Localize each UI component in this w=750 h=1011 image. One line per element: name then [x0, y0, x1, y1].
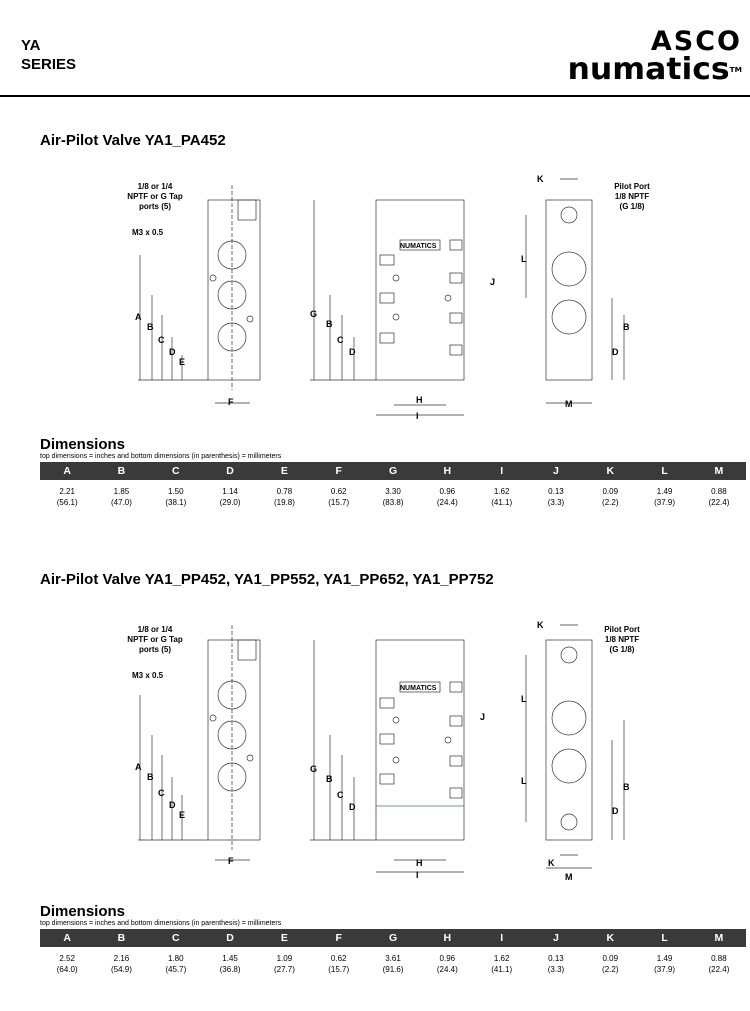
svg-text:K: K [548, 858, 555, 868]
cell: 0.13 (3.3) [547, 487, 565, 507]
col-j: J [553, 465, 559, 477]
svg-text:H: H [416, 395, 423, 405]
m3-label: M3 x 0.5 [132, 228, 164, 237]
series-line-2: SERIES [21, 56, 77, 73]
col-l: L [661, 932, 668, 944]
pilot-port-3: (G 1/8) [619, 202, 645, 211]
col-c: C [171, 465, 180, 477]
col-f: F [335, 465, 342, 477]
section1-title: Air-Pilot Valve YA1_PA452 [40, 132, 226, 149]
header-divider [0, 95, 750, 97]
asco-numatics-logo [567, 26, 742, 87]
brand-plate: NUMATICS [400, 685, 437, 692]
section2-title: Air-Pilot Valve YA1_PP452, YA1_PP552, YA1_PP652, YA1_PP752 [40, 571, 494, 588]
svg-text:D: D [169, 800, 176, 810]
svg-text:L: L [521, 254, 527, 264]
svg-text:C: C [337, 335, 344, 345]
section2-dims-heading: Dimensions [40, 903, 126, 920]
svg-text:K: K [537, 620, 544, 630]
svg-text:G: G [310, 309, 318, 319]
ports-note-3: ports (5) [139, 202, 171, 211]
svg-text:D: D [169, 347, 176, 357]
svg-text:B: B [623, 782, 630, 792]
pilot-port-1: Pilot Port [614, 182, 650, 191]
cell: 0.96 (24.4) [436, 954, 458, 974]
col-l: L [661, 465, 668, 477]
svg-text:I: I [416, 870, 419, 880]
svg-text:D: D [349, 347, 356, 357]
ports-note-3: ports (5) [139, 645, 171, 654]
svg-text:B: B [147, 772, 154, 782]
ports-note-2: NPTF or G Tap [127, 192, 183, 201]
cell: 0.09 (2.2) [602, 487, 619, 507]
col-m: M [714, 465, 724, 477]
section1-dims-note: top dimensions = inches and bottom dimensions (in parenthesis) = millimeters [40, 453, 282, 460]
logo-line-1: ASCO [650, 26, 742, 57]
cell: 1.62 (41.1) [491, 487, 513, 507]
svg-text:L: L [521, 694, 527, 704]
svg-text:M: M [565, 399, 573, 409]
cell: 0.88 (22.4) [708, 487, 730, 507]
section1-drawing [0, 165, 750, 425]
end-view-body [546, 200, 592, 380]
cell: 3.61 (91.6) [382, 954, 404, 974]
table-header [40, 929, 746, 947]
pilot-port-2: 1/8 NPTF [604, 635, 640, 644]
col-i: I [500, 465, 504, 477]
section1-dims-heading: Dimensions [40, 436, 126, 453]
col-i: I [500, 932, 504, 944]
svg-text:K: K [537, 174, 544, 184]
cell: 2.16 (54.9) [111, 954, 132, 974]
col-h: H [443, 465, 452, 477]
col-e: E [280, 465, 288, 477]
section1-dims-table [40, 462, 746, 508]
cell: 0.88 (22.4) [708, 954, 730, 974]
svg-text:D: D [612, 806, 619, 816]
svg-text:F: F [228, 856, 234, 866]
cell: 1.14 (29.0) [219, 487, 241, 507]
svg-text:B: B [326, 774, 333, 784]
svg-text:J: J [480, 712, 486, 722]
cell: 2.21 (56.1) [56, 487, 78, 507]
col-a: A [63, 932, 71, 944]
col-d: D [226, 465, 234, 477]
cell: 1.49 (37.9) [654, 487, 676, 507]
svg-text:M: M [565, 872, 573, 882]
cell: 1.85 (47.0) [111, 487, 132, 507]
svg-text:F: F [228, 397, 234, 407]
side-view-body [208, 200, 260, 380]
col-k: K [606, 465, 615, 477]
ports-note-1: 1/8 or 1/4 [137, 625, 173, 634]
svg-text:A: A [135, 762, 142, 772]
ports-note-2: NPTF or G Tap [127, 635, 183, 644]
section2-dims-table [40, 929, 746, 975]
cell: 1.50 (38.1) [165, 487, 187, 507]
svg-text:B: B [623, 322, 630, 332]
svg-text:C: C [337, 790, 344, 800]
front-view-body [376, 200, 464, 380]
svg-text:A: A [135, 312, 142, 322]
col-m: M [714, 932, 724, 944]
col-b: B [117, 932, 126, 944]
col-g: G [388, 465, 398, 477]
col-j: J [553, 932, 559, 944]
svg-text:D: D [349, 802, 356, 812]
logo-line-2 [564, 52, 743, 87]
end-view-body [546, 640, 592, 840]
table-row [40, 486, 746, 508]
series-line-1: YA [21, 37, 41, 54]
trademark-mark: TM [729, 66, 742, 74]
m3-label: M3 x 0.5 [132, 671, 164, 680]
pilot-port-3: (G 1/8) [609, 645, 635, 654]
cell: 1.09 (27.7) [273, 954, 295, 974]
cell: 1.45 (36.8) [219, 954, 241, 974]
svg-text:E: E [179, 810, 186, 820]
cell: 1.49 (37.9) [654, 954, 676, 974]
svg-text:D: D [612, 347, 619, 357]
svg-text:C: C [158, 335, 165, 345]
svg-text:E: E [179, 357, 186, 367]
col-f: F [335, 932, 342, 944]
cell: 0.09 (2.2) [602, 954, 619, 974]
cell: 3.30 (83.8) [382, 487, 404, 507]
cell: 0.96 (24.4) [436, 487, 458, 507]
svg-text:L: L [521, 776, 527, 786]
section2-dims-note: top dimensions = inches and bottom dimensions (in parenthesis) = millimeters [40, 920, 282, 927]
table-row [40, 953, 746, 975]
col-c: C [171, 932, 180, 944]
cell: 1.62 (41.1) [491, 954, 513, 974]
brand-plate: NUMATICS [400, 243, 437, 250]
col-b: B [117, 465, 126, 477]
section2-drawing [0, 610, 750, 890]
side-view-body [208, 640, 260, 840]
cell: 0.13 (3.3) [547, 954, 565, 974]
series-label [21, 36, 76, 74]
cell: 1.80 (45.7) [165, 954, 187, 974]
cell: 0.62 (15.7) [328, 954, 350, 974]
svg-text:H: H [416, 858, 423, 868]
col-a: A [63, 465, 71, 477]
svg-text:B: B [326, 319, 333, 329]
col-k: K [606, 932, 615, 944]
svg-text:I: I [416, 411, 419, 421]
col-g: G [388, 932, 398, 944]
pilot-port-2: 1/8 NPTF [614, 192, 650, 201]
ports-note-1: 1/8 or 1/4 [137, 182, 173, 191]
cell: 0.62 (15.7) [328, 487, 350, 507]
cell: 0.78 (19.8) [273, 487, 295, 507]
pilot-port-1: Pilot Port [604, 625, 640, 634]
svg-text:B: B [147, 322, 154, 332]
col-d: D [226, 932, 234, 944]
col-h: H [443, 932, 452, 944]
svg-text:J: J [490, 277, 496, 287]
table-header [40, 462, 746, 480]
cell: 2.52 (64.0) [56, 954, 78, 974]
logo-wordmark: numatics [567, 52, 730, 87]
svg-text:G: G [310, 764, 318, 774]
svg-text:C: C [158, 788, 165, 798]
col-e: E [280, 932, 288, 944]
